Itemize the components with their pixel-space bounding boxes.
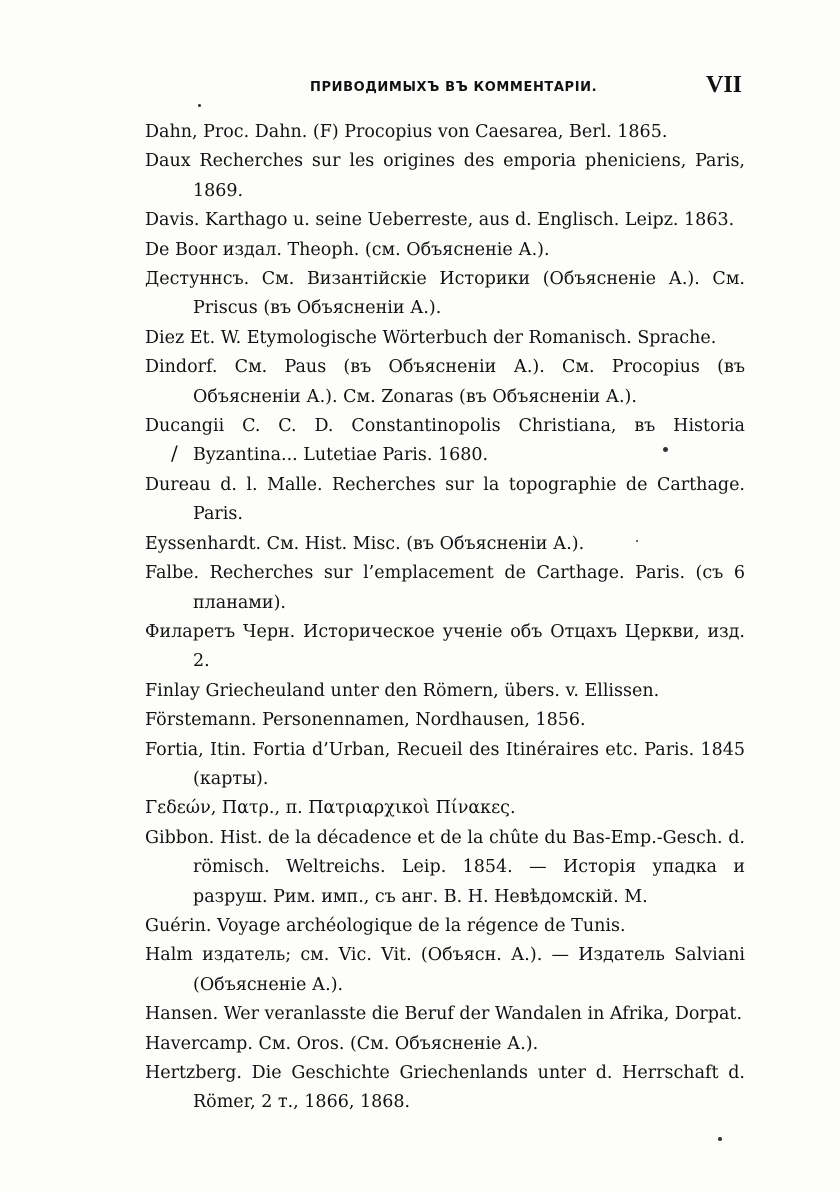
bibliography-entry: Falbe. Recherches sur l’emplacement de Carthage. Paris. (съ 6 планами).	[145, 563, 745, 613]
bibliography-entry: Havercamp. См. Oros. (См. Объясненіе А.).	[145, 1033, 539, 1054]
scan-speck	[198, 104, 201, 107]
bibliography-entry: Γεδεών, Πατρ., π. Πατριαρχικοὶ Πίνακες.	[145, 798, 516, 819]
bibliography-entry: Eyssenhardt. См. Hist. Misc. (въ Объясненіи А.).	[145, 533, 585, 554]
bibliography-entry: Guérin. Voyage archéologique de la régence de Tunis.	[145, 915, 626, 936]
bibliography-entry: Дестуннсъ. См. Византійскіе Историки (Объясненіе А.). См. Priscus (въ Объясненіи А.).	[145, 269, 745, 319]
page-number: VII	[705, 72, 742, 98]
bibliography-entry: Davis. Karthago u. seine Ueberreste, aus d. Englisch. Leipz. 1863.	[145, 210, 735, 231]
bibliography-entry: Gibbon. Hist. de la décadence et de la chûte du Bas-Emp.-Gesch. d. römisch. Weltreichs. Leip. 1854. — Исторія упадка и разруш. Рим. имп., съ анг. В. Н. Невѣдомскій. М.	[145, 827, 745, 907]
bibliography-entry: Finlay Griecheuland unter den Römern, übers. v. Ellissen.	[145, 680, 660, 701]
bibliography-entry: Diez Et. W. Etymologische Wörterbuch der Romanisch. Sprache.	[145, 327, 717, 348]
bibliography-entry: Ducangii C. C. D. Constantinopolis Christiana, въ Historia Byzantina... Lutetiae Paris. 1680.	[145, 416, 745, 466]
bibliography-entry: Daux Recherches sur les origines des emporia pheniciens, Paris, 1869.	[145, 151, 745, 201]
bibliography-entry: De Boor издал. Theoph. (см. Объясненіе А.).	[145, 239, 550, 260]
bibliography-entry: Hansen. Wer veranlasste die Beruf der Wandalen in Afrika, Dorpat.	[145, 1004, 743, 1025]
bibliography-entry: Dahn, Proc. Dahn. (F) Procopius von Caesarea, Berl. 1865.	[145, 122, 668, 142]
pencil-mark: /	[171, 441, 178, 465]
bibliography-list	[145, 118, 745, 1118]
bibliography-entry: Филаретъ Черн. Историческое ученіе объ Отцахъ Церкви, изд. 2.	[145, 621, 745, 672]
bibliography-entry: Dindorf. См. Paus (въ Объясненіи А.). См. Procopius (въ Объясненіи А.). См. Zonaras (въ Объясненіи А.).	[145, 357, 745, 407]
running-title: ПРИВОДИМЫХЪ ВЪ КОММЕНТАРІИ.	[310, 80, 598, 95]
bibliography-entry: Fortia, Itin. Fortia d’Urban, Recueil des Itinéraires etc. Paris. 1845 (карты).	[145, 739, 745, 789]
bibliography-entry: Dureau d. l. Malle. Recherches sur la topographie de Carthage. Paris.	[145, 474, 745, 525]
bibliography-entry: Förstemann. Personennamen, Nordhausen, 1856.	[145, 710, 586, 731]
page-header	[145, 72, 745, 112]
scan-speck	[663, 447, 668, 452]
scan-speck	[718, 1137, 722, 1141]
scan-speck	[636, 540, 638, 542]
bibliography-entry: Hertzberg. Die Geschichte Griechenlands unter d. Herrschaft d. Römer, 2 т., 1866, 1868.	[145, 1063, 745, 1113]
bibliography-entry: Halm издатель; см. Vic. Vit. (Объясн. А.). — Издатель Salviani (Объясненіе А.).	[145, 945, 745, 995]
